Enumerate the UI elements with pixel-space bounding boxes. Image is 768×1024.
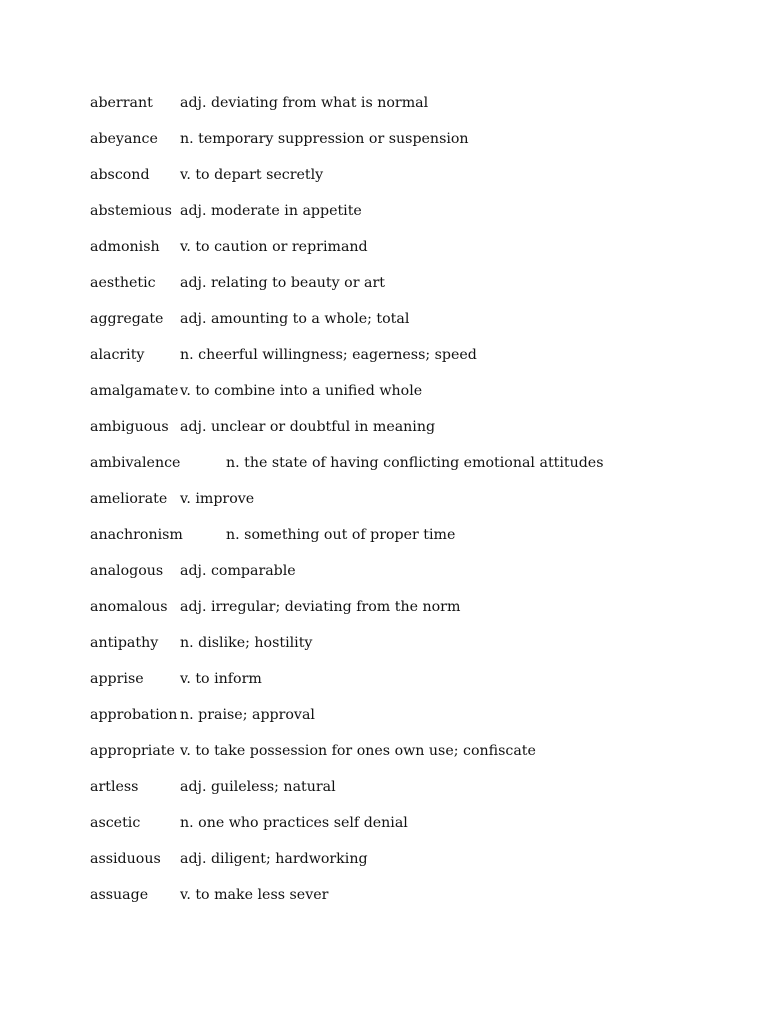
vocab-definition: n. one who practices self denial [180,815,408,831]
vocab-word: approbation [90,707,178,723]
vocab-definition: v. to caution or reprimand [180,239,368,255]
vocab-definition: n. something out of proper time [226,527,456,543]
vocab-word: amalgamate [90,383,179,399]
vocab-word: aberrant [90,95,153,111]
vocab-definition: adj. unclear or doubtful in meaning [180,419,436,435]
vocab-definition: v. to depart secretly [180,167,324,183]
vocab-word: abeyance [90,131,158,147]
vocab-definition: adj. amounting to a whole; total [180,311,410,327]
vocab-word: antipathy [90,635,159,651]
vocab-word: ameliorate [90,491,168,507]
vocab-word: assuage [90,887,149,903]
vocab-word: anachronism [90,527,183,543]
vocab-definition: v. to make less sever [180,887,329,903]
vocab-definition: n. dislike; hostility [180,635,313,651]
vocab-word: ambiguous [90,419,169,435]
vocab-definition: adj. moderate in appetite [180,203,362,219]
vocab-word: admonish [90,239,160,255]
vocab-definition: adj. guileless; natural [180,779,336,795]
vocab-definition: n. temporary suppression or suspension [180,131,469,147]
vocab-definition: v. to take possession for ones own use; confiscate [180,743,536,759]
vocab-definition: v. to inform [180,671,262,687]
vocab-definition: adj. diligent; hardworking [180,851,368,867]
vocab-word: appropriate [90,743,175,759]
vocab-definition: n. the state of having conflicting emotional attitudes [226,455,604,471]
vocab-word: artless [90,779,139,795]
vocab-definition: adj. deviating from what is normal [180,95,429,111]
vocab-definition: v. improve [180,491,255,507]
vocab-definition: n. cheerful willingness; eagerness; speed [180,347,477,363]
vocab-definition: adj. relating to beauty or art [180,275,385,291]
vocab-word: assiduous [90,851,161,867]
vocab-definition: adj. irregular; deviating from the norm [180,599,461,615]
vocab-word: anomalous [90,599,168,615]
vocab-definition: n. praise; approval [180,707,315,723]
vocab-word: ambivalence [90,455,181,471]
vocab-word: ascetic [90,815,141,831]
vocab-word: apprise [90,671,144,687]
vocab-word: abscond [90,167,150,183]
vocab-word: aggregate [90,311,164,327]
vocab-definition: adj. comparable [180,563,296,579]
vocab-word: alacrity [90,347,145,363]
vocab-definition: v. to combine into a unified whole [180,383,423,399]
vocab-word: abstemious [90,203,172,219]
vocab-word: analogous [90,563,164,579]
vocab-word: aesthetic [90,275,156,291]
